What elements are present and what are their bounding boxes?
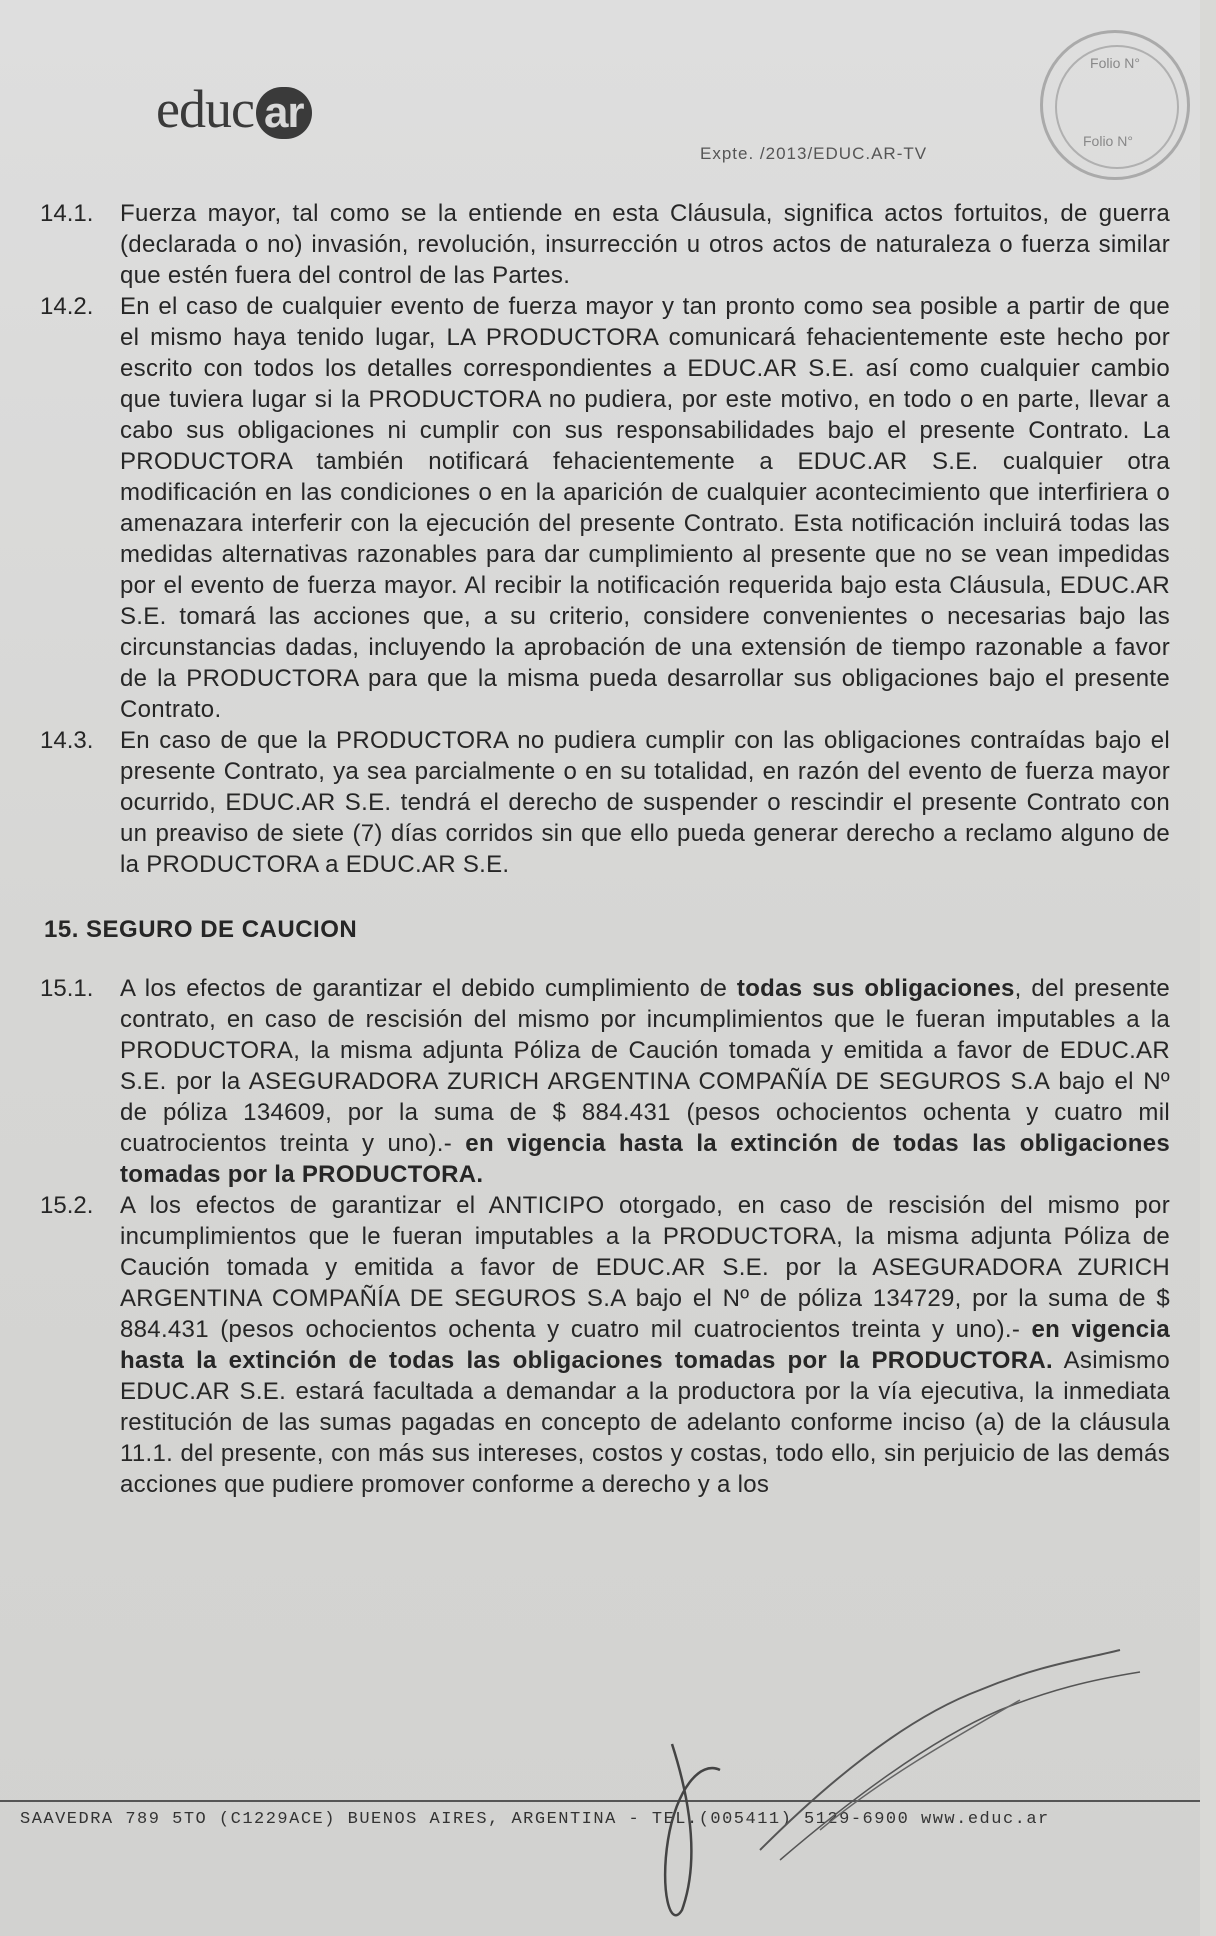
clause-text: En el caso de cualquier evento de fuerza mayor y tan pronto como sea posible a partir de que el mismo haya tenido lugar, LA PRODUCTORA comunicará fehacientemente este hecho por escrito con todos los detalles correspondientes a EDUC.AR S.E. así como cualquier cambio que tuviera lugar si la PRODUCTORA no pudiera, por este motivo, en todo o en parte, llevar a cabo sus obligaciones ni cumplir con sus responsabilidades bajo el presente Contrato. La PRODUCTORA también notificará fehacientemente a EDUC.AR S.E. cualquier otra modificación en las condiciones o en la aparición de cualquier acontecimiento que interfiriera o amenazara interferir con la ejecución del presente Contrato. Esta notificación incluirá todas las medidas alternativas razonables para dar cumplimiento al presente que no se vean impedidas por el evento de fuerza mayor. Al recibir la notificación requerida bajo esta Cláusula, EDUC.AR S.E. tomará las acciones que, a su criterio, considere convenientes o necesarias bajo las circunstancias dadas, incluyendo la aprobación de una extensión de tiempo razonable a favor de la PRODUCTORA para que la misma pueda desarrollar sus obligaciones bajo el presente Contrato. [120,293,1170,723]
clause-text: En caso de que la PRODUCTORA no pudiera cumplir con las obligaciones contraídas bajo el presente Contrato, ya sea parcialmente o en su totalidad, en razón del evento de fuerza mayor ocurrido, EDUC.AR S.E. tendrá el derecho de suspender o rescindir el presente Contrato con un preaviso de siete (7) días corridos sin que ello pueda generar derecho a reclamo alguno de la PRODUCTORA a EDUC.AR S.E. [120,727,1170,878]
clause-number: 15.1. [40,975,94,1002]
clause-number: 14.3. [40,727,94,754]
clause-14-1 [40,198,1170,291]
section-15-heading: 15. SEGURO DE CAUCION [44,916,358,943]
footer-address: SAAVEDRA 789 5TO (C1229ACE) BUENOS AIRES, ARGENTINA - TEL.(005411) 5129-6900 www.educ.ar [20,1810,1050,1829]
clause-text: Fuerza mayor, tal como se la entiende en esta Cláusula, significa actos fortuitos, de guerra (declarada o no) invasión, revolución, insurrección u otros actos de naturaleza o fuerza similar que estén fuera del control de las Partes. [120,200,1170,289]
clause-number: 14.1. [40,200,94,227]
document-body [40,198,1170,1500]
clause-number: 14.2. [40,293,94,320]
clause-15-1 [40,973,1170,1190]
clause-text: A los efectos de garantizar el debido cumplimiento de todas sus obligaciones, del presente contrato, en caso de rescisión del mismo por incumplimientos que le fueran imputables a la PRODUCTORA, la misma adjunta Póliza de Caución tomada y emitida a favor de EDUC.AR S.E. por la ASEGURADORA ZURICH ARGENTINA COMPAÑÍA DE SEGUROS S.A bajo el Nº de póliza 134609, por la suma de $ 884.431 (pesos ochocientos ochenta y cuatro mil cuatrocientos treinta y uno).- en vigencia hasta la extinción de todas las obligaciones tomadas por la PRODUCTORA. [120,975,1170,1188]
clause-text: A los efectos de garantizar el ANTICIPO otorgado, en caso de rescisión del mismo por incumplimientos que le fueran imputables a la PRODUCTORA, la misma adjunta Póliza de Caución tomada y emitida a favor de EDUC.AR S.E. por la ASEGURADORA ZURICH ARGENTINA COMPAÑÍA DE SEGUROS S.A bajo el Nº de póliza 134729, por la suma de $ 884.431 (pesos ochocientos ochenta y cuatro mil cuatrocientos treinta y uno).- en vigencia hasta la extinción de todas las obligaciones tomadas por la PRODUCTORA. Asimismo EDUC.AR S.E. estará facultada a demandar a la productora por la vía ejecutiva, la inmediata restitución de las sumas pagadas en concepto de adelanto conforme inciso (a) de la cláusula 11.1. del presente, con más sus intereses, costos y costas, todo ello, sin perjuicio de las demás acciones que pudiere promover conforme a derecho y a los [120,1192,1170,1498]
clause-15-2 [40,1190,1170,1500]
footer-divider [0,1800,1200,1802]
clause-14-3 [40,725,1170,880]
clause-14-2 [40,291,1170,725]
educar-logo: educ ar [156,78,312,140]
clause-number: 15.2. [40,1192,94,1219]
logo-badge: ar [256,87,312,139]
expediente-number: Expte. /2013/EDUC.AR-TV [700,144,928,163]
folio-stamp: Folio N° Folio N° [1040,30,1190,180]
